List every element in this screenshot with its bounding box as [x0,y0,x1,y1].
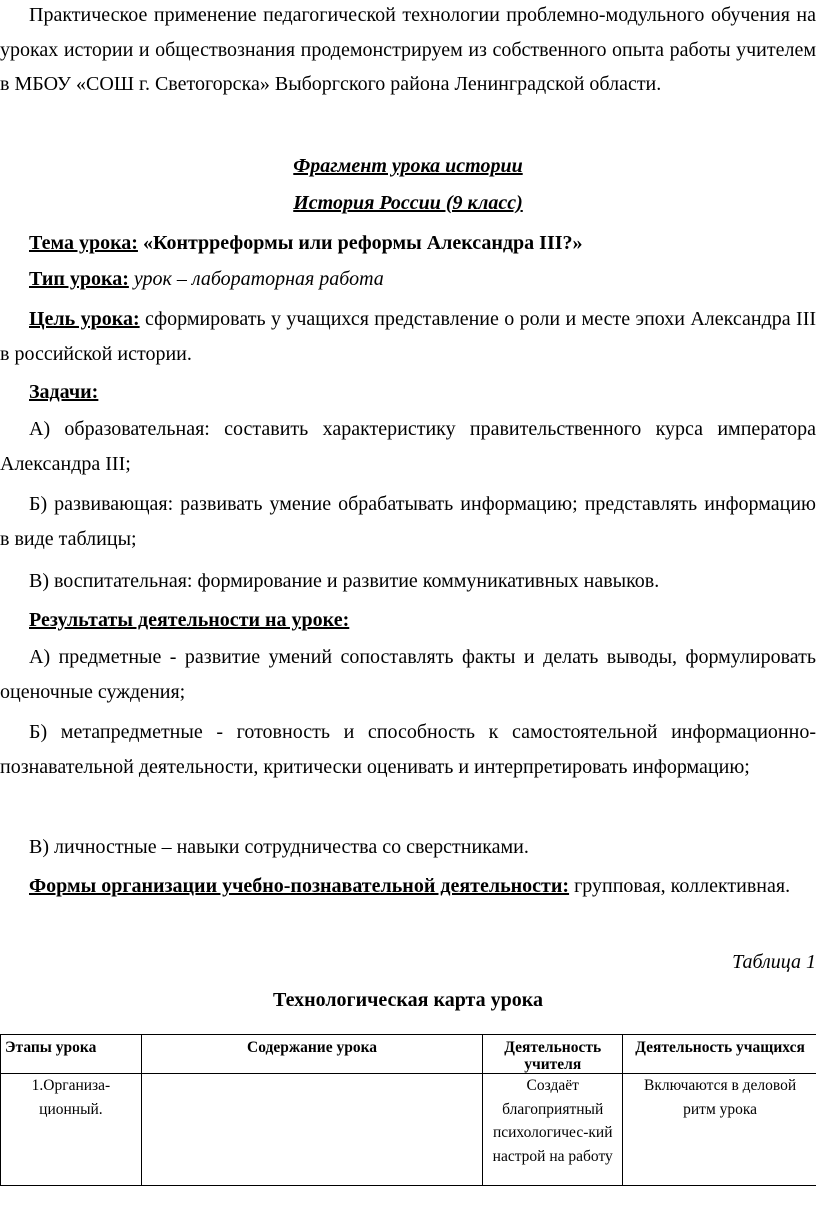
task-b: Б) развивающая: развивать умение обрабатывать информацию; представлять информацию в виде таблицы; [0,493,816,550]
table-row [1,1074,816,1186]
course-heading-text: История России (9 класс) [293,192,523,214]
forms-label: Формы организации учебно-познавательной деятельности: [29,875,570,897]
header-teacher: Деятельность учителя [483,1035,623,1074]
intro-paragraph: Практическое применение педагогической технологии проблемно-модульного обучения на уроках истории и обществознания продемонстрируем из собственного опыта работы учителем в МБОУ «СОШ г. Светогорска» Выборгского района Ленинградской области. [0,4,816,95]
cell-students: Включаются в деловой ритм урока [623,1074,816,1186]
type-value: урок – лабораторная работа [133,268,384,290]
header-students: Деятельность учащихся [623,1035,816,1074]
header-content: Содержание урока [141,1035,482,1074]
type-label: Тип урока: [29,268,129,290]
cell-stage: 1.Организа-ционный. [1,1074,142,1186]
topic-value: «Контрреформы или реформы Александра III?» [142,232,583,254]
course-heading [0,186,816,221]
cell-teacher: Создаёт благоприятный психологичес-кий настрой на работу [483,1074,623,1186]
goal-value: сформировать у учащихся представление о роли и месте эпохи Александра III в российской истории. [0,308,816,365]
fragment-heading-text: Фрагмент урока истории [293,155,523,177]
forms-value: групповая, коллективная. [574,875,791,897]
table-caption [0,945,816,980]
tasks-heading [0,375,816,410]
result-c: В) личностные – навыки сотрудничества со сверстниками. [29,836,529,858]
result-a: А) предметные - развитие умений сопоставлять факты и делать выводы, формулировать оценочные суждения; [0,646,816,703]
results-label: Результаты деятельности на уроке: [29,609,350,631]
tasks-label: Задачи: [29,381,99,403]
tech-map-table [0,1034,816,1186]
results-heading [0,603,816,638]
task-c: В) воспитательная: формирование и развитие коммуникативных навыков. [29,570,660,592]
topic-line [0,226,816,261]
table-header-row [1,1035,816,1074]
forms-paragraph [0,869,816,904]
goal-paragraph [0,302,816,371]
goal-label: Цель урока: [29,308,140,330]
type-line [0,262,816,297]
table-title [0,983,816,1018]
topic-label: Тема урока: [29,232,138,254]
fragment-heading [0,149,816,184]
cell-content [141,1074,482,1186]
table-title-text: Технологическая карта урока [273,989,543,1011]
table-caption-text: Таблица 1 [732,951,816,973]
result-b: Б) метапредметные - готовность и способность к самостоятельной информационно-познавательной деятельности, критически оценивать и интерпретировать информацию; [0,721,816,778]
header-stages: Этапы урока [1,1035,142,1074]
task-a: А) образовательная: составить характеристику правительственного курса императора Александра III; [0,418,816,475]
